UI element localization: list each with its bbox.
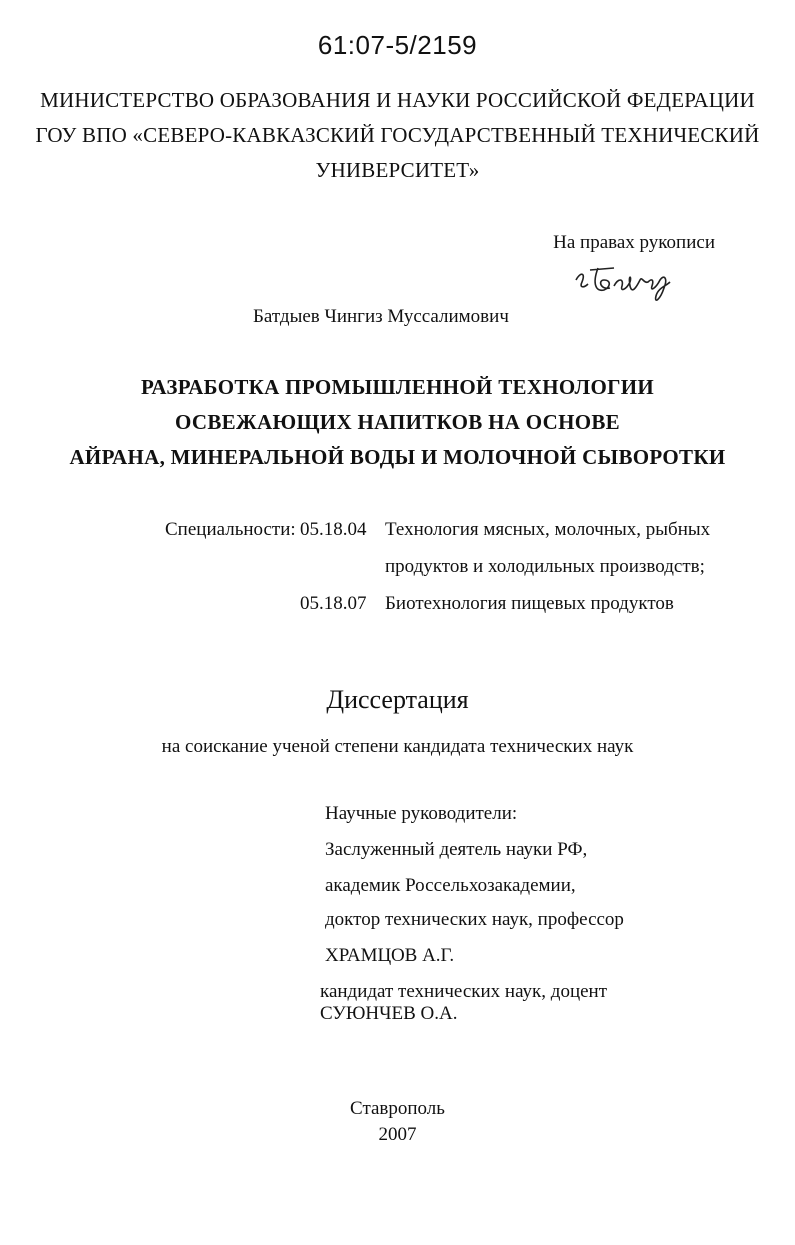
advisor-2-name: СУЮНЧЕВ О.А. [320,1003,458,1024]
year: 2007 [378,1124,417,1145]
specialties-label: Специальности: [165,519,296,540]
dissertation-subtitle: на соискание ученой степени кандидата технических наук [161,736,634,757]
specialty-1-continuation: продуктов и холодильных производств; [385,556,705,577]
specialty-1-name: Технология мясных, молочных, рыбных [385,519,711,540]
specialty-2-code: 05.18.07 [300,593,367,614]
author-signature [570,258,675,308]
catalog-number: 61:07-5/2159 [317,30,478,60]
advisors-heading: Научные руководители: [325,803,518,824]
title-line-2: ОСВЕЖАЮЩИХ НАПИТКОВ НА ОСНОВЕ [175,410,620,434]
ministry-line-3: УНИВЕРСИТЕТ» [315,158,480,182]
title-line-3: АЙРАНА, МИНЕРАЛЬНОЙ ВОДЫ И МОЛОЧНОЙ СЫВОРОТКИ [69,445,726,469]
advisor-1-line-2: академик Россельхозакадемии, [325,875,576,896]
specialty-2-name: Биотехнология пищевых продуктов [385,593,674,614]
title-line-1: РАЗРАБОТКА ПРОМЫШЛЕННОЙ ТЕХНОЛОГИИ [140,375,655,399]
ministry-line-1: МИНИСТЕРСТВО ОБРАЗОВАНИЯ И НАУКИ РОССИЙСКОЙ ФЕДЕРАЦИИ [40,88,755,112]
specialty-1-code: 05.18.04 [300,519,367,540]
advisor-1-line-3: доктор технических наук, профессор [325,909,624,930]
ministry-line-2: ГОУ ВПО «СЕВЕРО-КАВКАЗСКИЙ ГОСУДАРСТВЕННЫЙ ТЕХНИЧЕСКИЙ [35,123,760,147]
manuscript-note: На правах рукописи [553,232,715,253]
advisor-2-line-1: кандидат технических наук, доцент [320,981,608,1002]
author-name: Батдыев Чингиз Муссалимович [253,306,509,327]
advisor-1-name: ХРАМЦОВ А.Г. [325,945,455,966]
city: Ставрополь [350,1098,445,1119]
dissertation-title: Диссертация [326,685,469,714]
advisor-1-line-1: Заслуженный деятель науки РФ, [325,839,588,860]
